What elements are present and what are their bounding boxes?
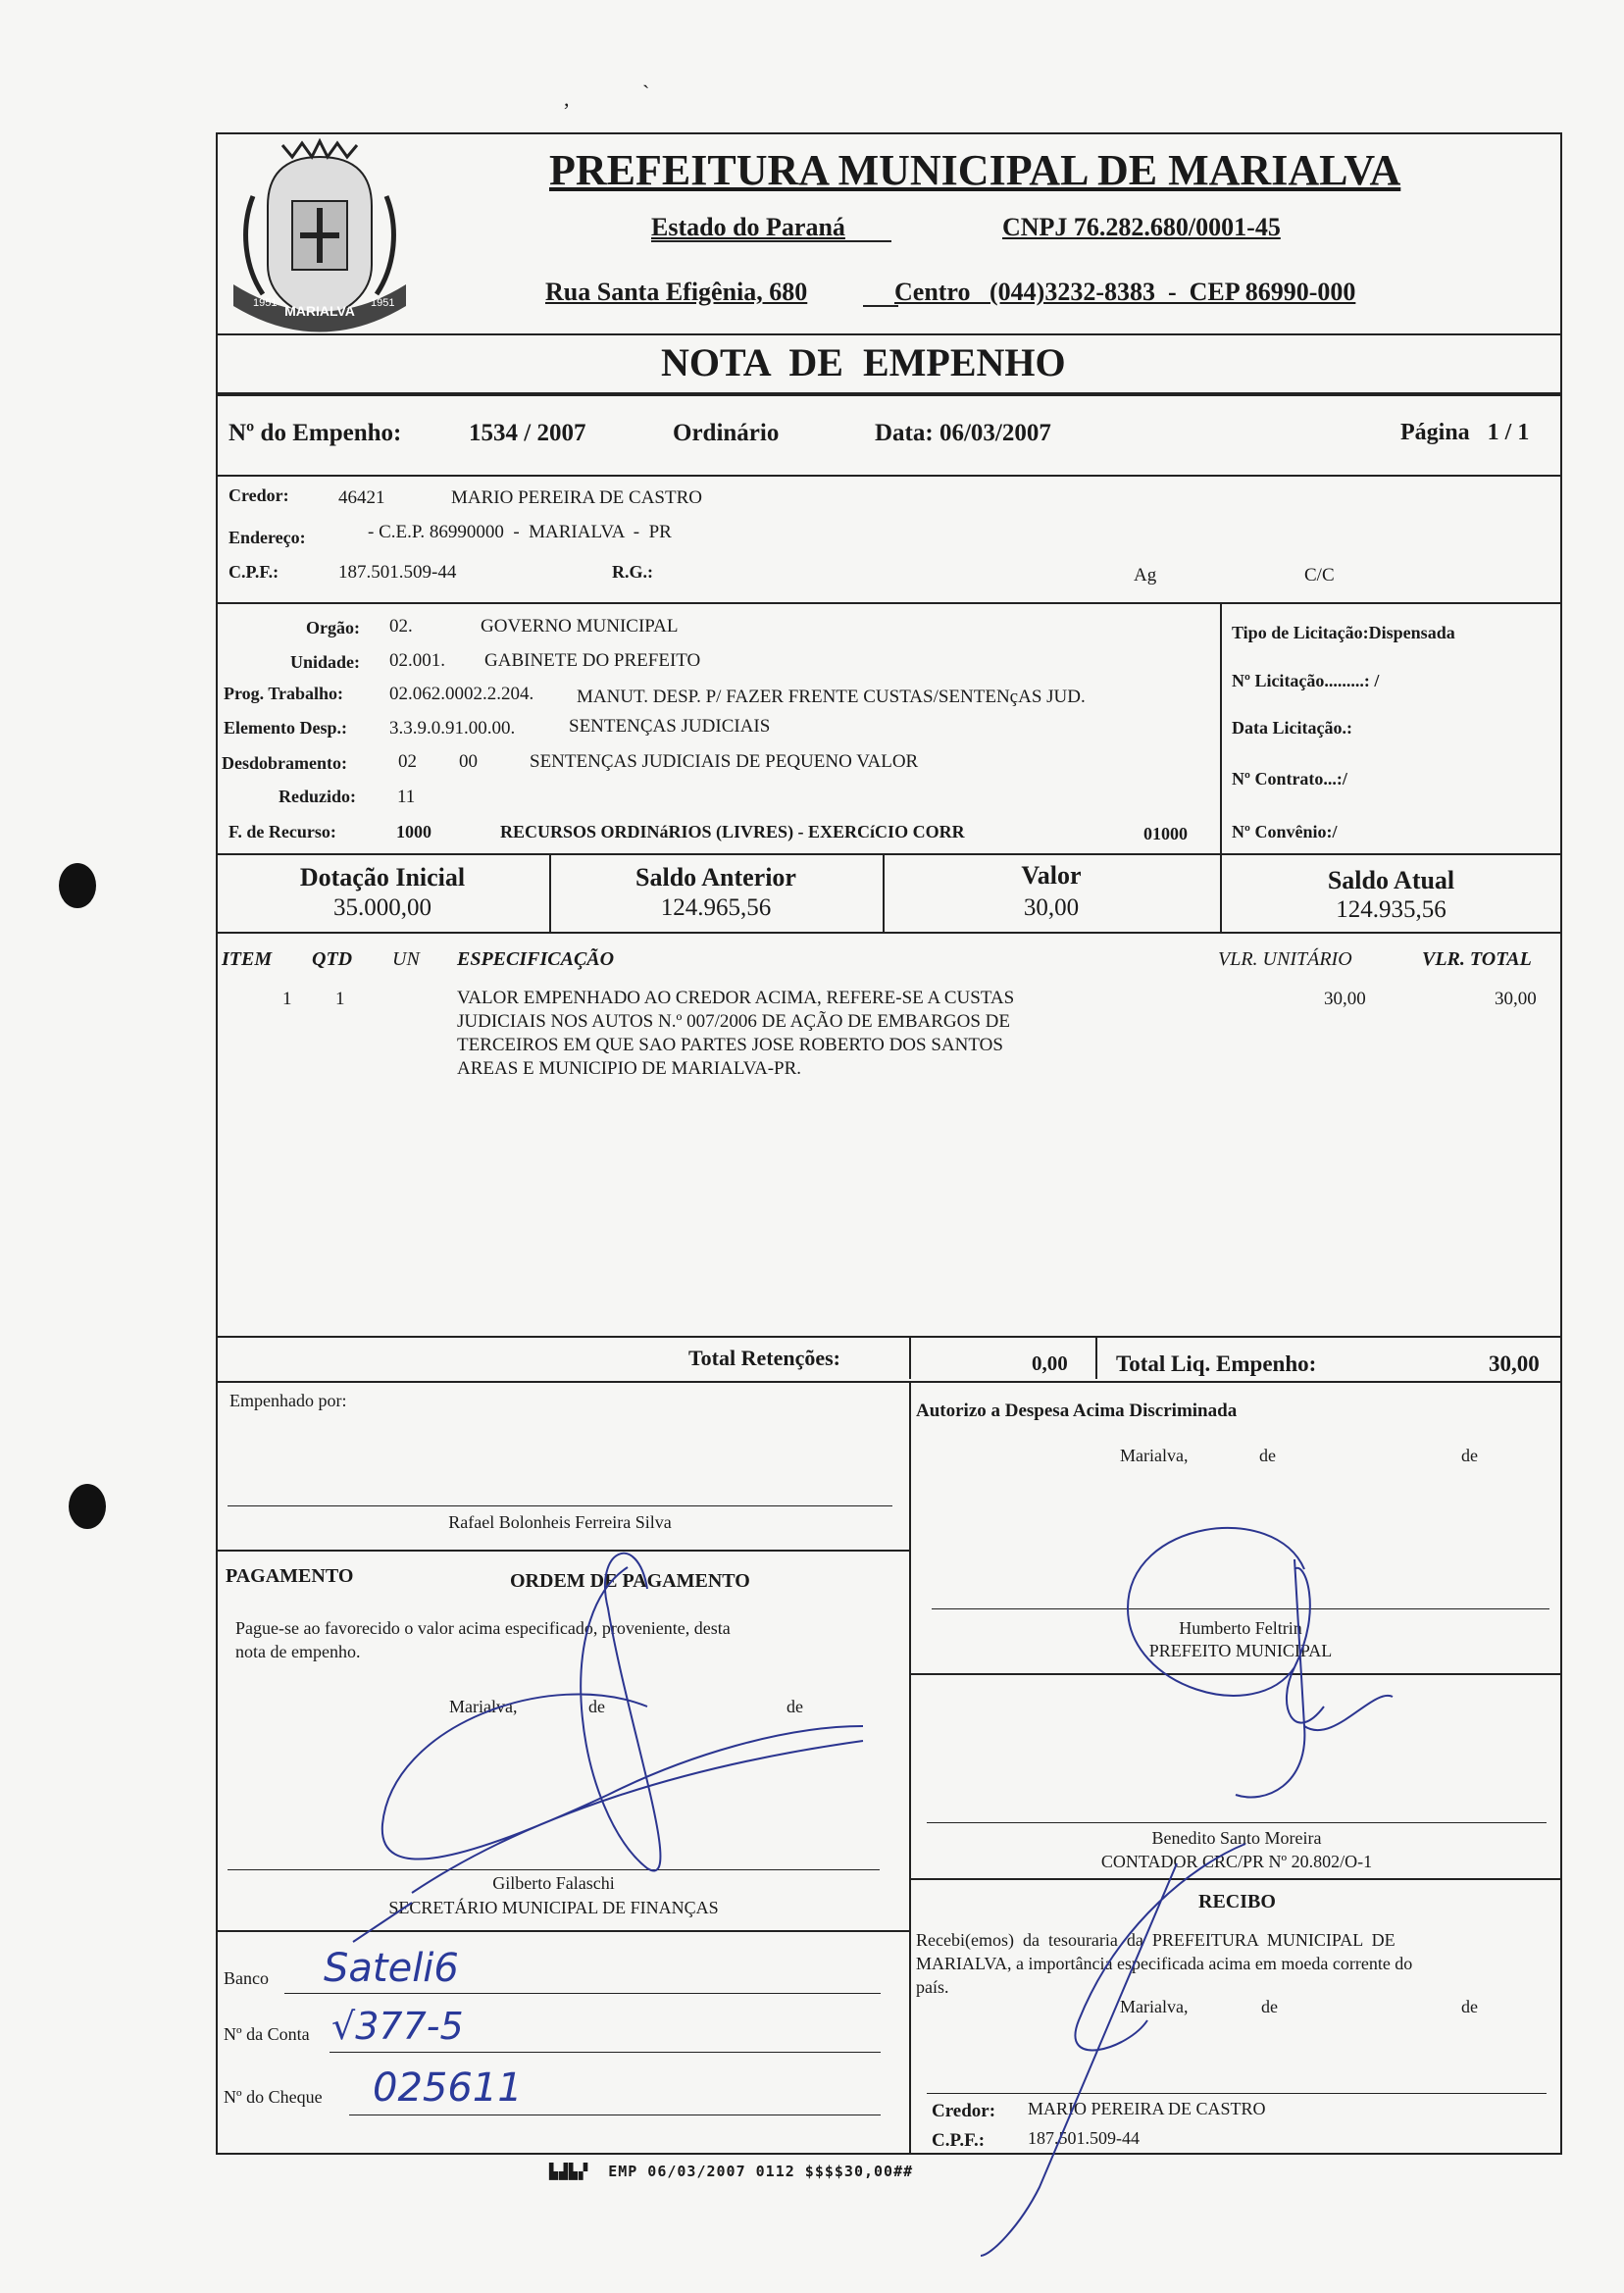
banco-handwritten: Sateli6 — [324, 1946, 459, 1991]
stamp-prefix: ▙▟▙▞ — [549, 2163, 589, 2180]
prefeito-name: Humberto Feltrin — [1179, 1618, 1302, 1638]
col-header-item: ITEM — [222, 948, 273, 970]
autorizo-place: Marialva, — [1120, 1446, 1189, 1465]
col-header-un: UN — [392, 948, 420, 970]
recibo-cpf-value: 187.501.509-44 — [1028, 2128, 1140, 2148]
ag-label: Ag — [1134, 565, 1157, 586]
licitacao-tipo: Tipo de Licitação:Dispensada — [1232, 623, 1455, 642]
recibo-text-line: país. — [916, 1977, 949, 1997]
orgao-name: GOVERNO MUNICIPAL — [481, 616, 679, 637]
secretario-role: SECRETÁRIO MUNICIPAL DE FINANÇAS — [388, 1898, 719, 1917]
svg-text:1951: 1951 — [253, 297, 278, 309]
svg-text:MARIALVA: MARIALVA — [284, 303, 355, 319]
orgao-code: 02. — [389, 616, 413, 637]
total-liquido-label: Total Liq. Empenho: — [1116, 1351, 1317, 1376]
cheque-label: Nº do Cheque — [224, 2087, 323, 2107]
empenhado-name: Rafael Bolonheis Ferreira Silva — [448, 1512, 672, 1532]
dotacao-inicial-label: Dotação Inicial — [299, 863, 466, 892]
credor-label: Credor: — [228, 485, 289, 505]
cnpj-label: CNPJ 76.282.680/0001-45 — [1002, 213, 1281, 241]
rg-label: R.G.: — [612, 562, 653, 582]
doc-title: NOTA DE EMPENHO — [661, 340, 1066, 384]
svg-text:1951: 1951 — [371, 297, 395, 309]
credor-name: MARIO PEREIRA DE CASTRO — [451, 487, 702, 508]
cheque-handwritten: 025611 — [373, 2065, 523, 2111]
conta-label: Nº da Conta — [224, 2024, 310, 2044]
item-total-value: 30,00 — [1495, 989, 1537, 1009]
date-de: de — [588, 1697, 605, 1716]
spec-line: VALOR EMPENHADO AO CREDOR ACIMA, REFERE-SE A CUSTAS — [457, 988, 1015, 1008]
elemento-code: 3.3.9.0.91.00.00. — [389, 718, 516, 739]
credor-code: 46421 — [338, 487, 385, 508]
prefeito-role: PREFEITO MUNICIPAL — [1148, 1641, 1333, 1660]
reduzido-value: 11 — [397, 787, 416, 807]
prog-name: MANUT. DESP. P/ FAZER FRENTE CUSTAS/SENTENçAS JUD. — [577, 687, 1086, 707]
retencoes-value: 0,00 — [1032, 1351, 1068, 1375]
valor-value: 30,00 — [1023, 894, 1080, 921]
empenhado-label: Empenhado por: — [229, 1391, 347, 1410]
valor-label: Valor — [1021, 861, 1082, 890]
secretario-name: Gilberto Falaschi — [492, 1873, 615, 1893]
prefeito-signature — [1128, 1528, 1393, 1798]
licitacao-data: Data Licitação.: — [1232, 718, 1352, 738]
elemento-label: Elemento Desp.: — [224, 718, 347, 738]
empenho-type: Ordinário — [673, 420, 780, 446]
saldo-atual-value: 124.935,56 — [1336, 896, 1446, 923]
col-header-qtd: QTD — [312, 948, 353, 970]
recibo-title: RECIBO — [1198, 1891, 1276, 1912]
recurso-name: RECURSOS ORDINáRIOS (LIVRES) - EXERCíCIO CORR — [500, 822, 965, 841]
recibo-signature — [981, 1844, 1245, 2256]
page-number: Página 1 / 1 — [1400, 420, 1530, 445]
item-unit-value: 30,00 — [1324, 989, 1366, 1009]
pagamento-text-line: Pague-se ao favorecido o valor acima especificado, proveniente, desta — [235, 1618, 731, 1638]
recibo-cpf-label: C.P.F.: — [932, 2130, 986, 2151]
spec-line: JUDICIAIS NOS AUTOS N.º 007/2006 DE AÇÃO DE EMBARGOS DE — [457, 1011, 1010, 1032]
scan-mark: , — [564, 86, 570, 111]
spec-line: TERCEIROS EM QUE SAO PARTES JOSE ROBERTO DOS SANTOS — [457, 1035, 1003, 1055]
total-liquido-value: 30,00 — [1489, 1351, 1540, 1376]
recurso-code: 1000 — [396, 822, 431, 841]
contact-label: Centro (044)3232-8383 - CEP 86990-000 — [894, 278, 1356, 306]
unidade-label: Unidade: — [290, 652, 361, 672]
saldo-anterior-value: 124.965,56 — [660, 894, 772, 921]
banco-label: Banco — [224, 1968, 269, 1988]
recibo-credor-label: Credor: — [932, 2101, 996, 2121]
prog-code: 02.062.0002.2.204. — [389, 684, 534, 704]
cpf-value: 187.501.509-44 — [338, 562, 457, 583]
pagamento-label: PAGAMENTO — [226, 1565, 354, 1587]
address-label: Rua Santa Efigênia, 680 — [545, 278, 808, 306]
col-header-spec: ESPECIFICAÇÃO — [457, 948, 615, 970]
elemento-name: SENTENÇAS JUDICIAIS — [569, 716, 771, 737]
pagamento-place: Marialva, — [449, 1697, 518, 1716]
desdobramento-sub: 00 — [459, 751, 478, 772]
convenio-numero: Nº Convênio:/ — [1232, 822, 1338, 841]
unidade-code: 02.001. — [389, 650, 445, 671]
desdobramento-label: Desdobramento: — [222, 753, 347, 773]
endereco-label: Endereço: — [228, 528, 306, 547]
recibo-place: Marialva, — [1120, 1997, 1189, 2016]
pagamento-text-line: nota de empenho. — [235, 1642, 361, 1661]
empenho-date: Data: 06/03/2007 — [875, 420, 1051, 446]
stamp-text: EMP 06/03/2007 0112 $$$$30,00## — [608, 2163, 914, 2180]
recibo-text-line: MARIALVA, a importância especificada acima em moeda corrente do — [916, 1954, 1413, 1973]
date-de: de — [1259, 1446, 1276, 1465]
col-header-unit: VLR. UNITÁRIO — [1218, 948, 1352, 970]
cc-label: C/C — [1304, 565, 1335, 586]
item-qtd: 1 — [335, 989, 345, 1009]
ordem-pagamento-label: ORDEM DE PAGAMENTO — [510, 1570, 750, 1592]
conta-handwritten: √377-5 — [331, 2005, 464, 2048]
reduzido-label: Reduzido: — [279, 787, 357, 806]
empenho-number: 1534 / 2007 — [469, 420, 586, 446]
retencoes-label: Total Retenções: — [688, 1346, 840, 1370]
dotacao-inicial-value: 35.000,00 — [333, 894, 431, 921]
col-header-total: VLR. TOTAL — [1422, 948, 1532, 970]
date-de: de — [1461, 1997, 1478, 2016]
date-de: de — [787, 1697, 803, 1716]
prog-label: Prog. Trabalho: — [224, 684, 344, 703]
contador-name: Benedito Santo Moreira — [1151, 1828, 1322, 1848]
desdobramento-code: 02 — [398, 751, 417, 772]
cpf-label: C.P.F.: — [228, 562, 279, 582]
scan-mark: ` — [642, 80, 650, 105]
recibo-credor-value: MARIO PEREIRA DE CASTRO — [1028, 2099, 1266, 2118]
saldo-anterior-label: Saldo Anterior — [635, 863, 796, 892]
recurso-sub: 01000 — [1143, 824, 1188, 843]
secretary-signature — [353, 1554, 863, 1942]
orgao-label: Orgão: — [306, 618, 360, 637]
licitacao-numero: Nº Licitação.........: / — [1232, 671, 1380, 690]
machine-stamp — [549, 2163, 913, 2180]
spec-line: AREAS E MUNICIPIO DE MARIALVA-PR. — [457, 1058, 802, 1079]
endereco-value: - C.E.P. 86990000 - MARIALVA - PR — [368, 522, 672, 542]
date-de: de — [1261, 1997, 1278, 2016]
page-title: PREFEITURA MUNICIPAL DE MARIALVA — [549, 146, 1401, 194]
unidade-name: GABINETE DO PREFEITO — [484, 650, 701, 671]
desdobramento-name: SENTENÇAS JUDICIAIS DE PEQUENO VALOR — [530, 751, 919, 772]
contrato-numero: Nº Contrato...:/ — [1232, 769, 1347, 789]
state-label: Estado do Paraná — [651, 213, 845, 241]
saldo-atual-label: Saldo Atual — [1327, 866, 1455, 894]
recibo-text-line: Recebi(emos) da tesouraria da PREFEITURA MUNICIPAL DE — [916, 1930, 1396, 1950]
empenho-number-label: Nº do Empenho: — [228, 420, 402, 446]
contador-role: CONTADOR CRC/PR Nº 20.802/O-1 — [1100, 1852, 1373, 1871]
recurso-label: F. de Recurso: — [228, 822, 336, 841]
autorizo-label: Autorizo a Despesa Acima Discriminada — [916, 1401, 1238, 1421]
date-de: de — [1461, 1446, 1478, 1465]
item-number: 1 — [282, 989, 292, 1009]
